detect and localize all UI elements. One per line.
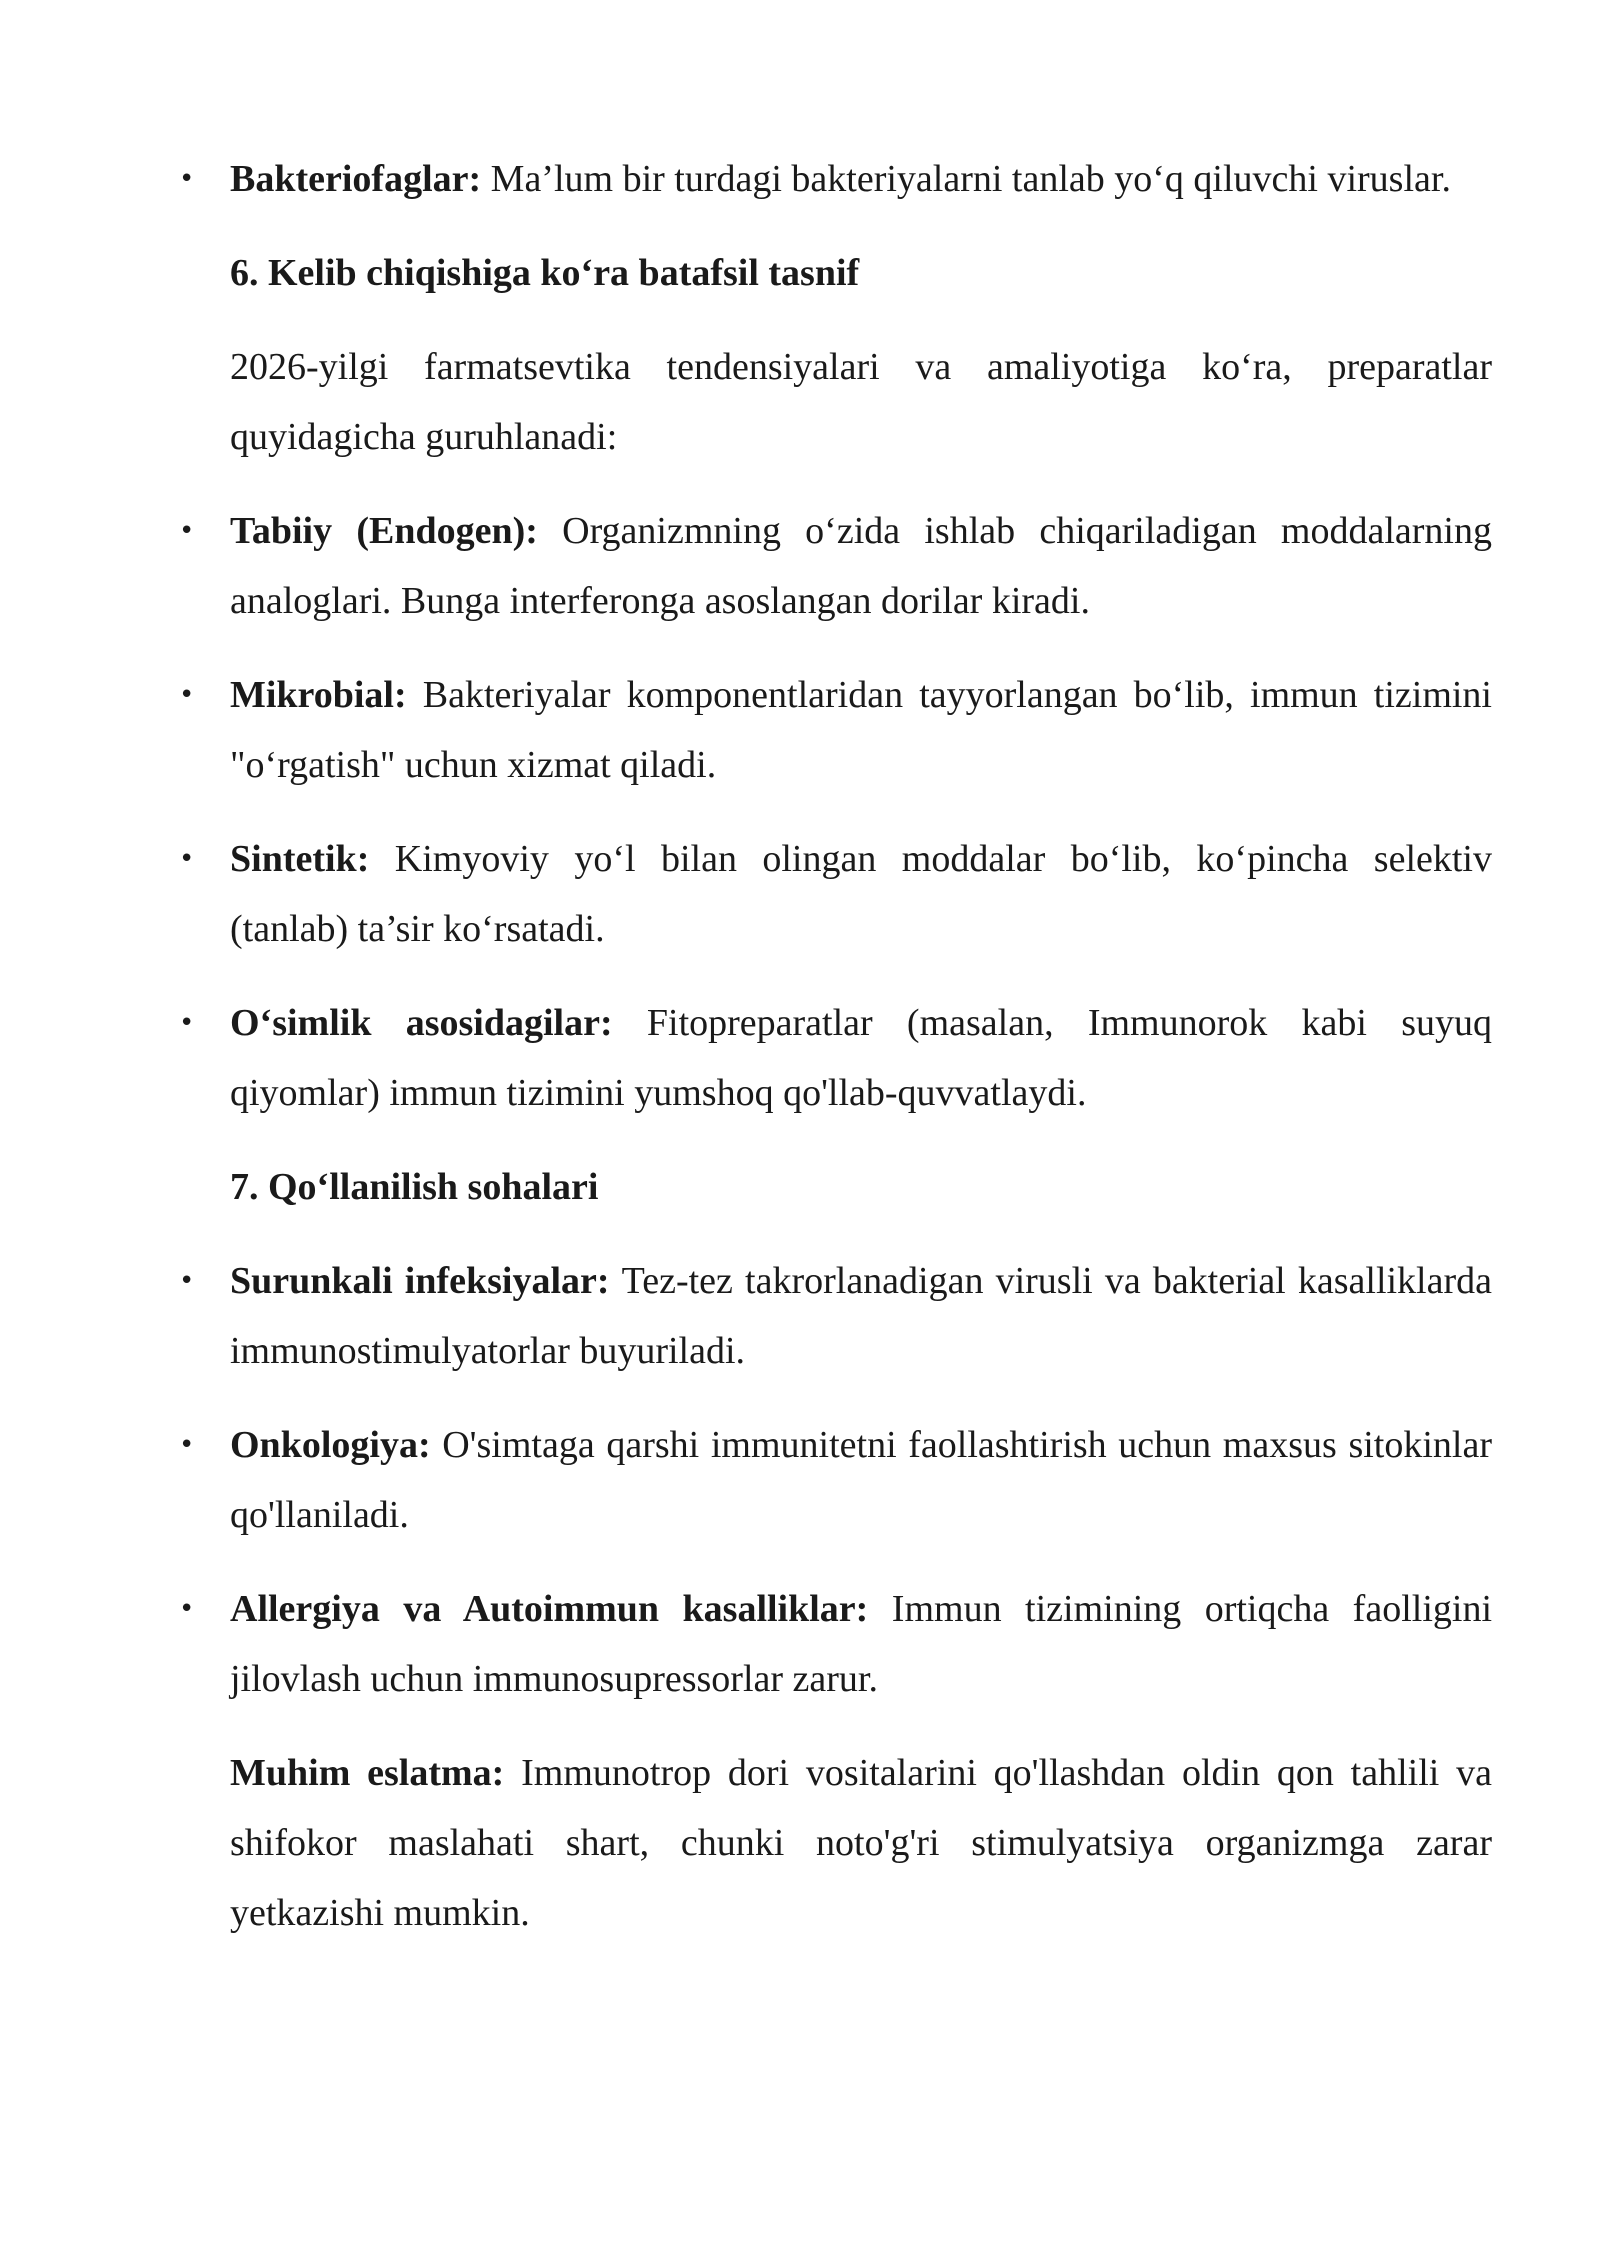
note-text: Immunotrop dori vositalarini qo'llashdan oldin qon tahlili va shifokor maslahati shart, chunki noto'g'ri stimulyatsiya organizmga zarar yetkazishi mumkin. — [230, 1752, 1492, 1934]
list-item-sintetik — [179, 824, 1492, 964]
bullet-icon: • — [179, 1430, 195, 1460]
bullet-icon: • — [179, 164, 195, 194]
bullet-icon: • — [179, 844, 195, 874]
list-item-surunkali — [179, 1246, 1493, 1386]
list-item-term: Onkologiya: — [230, 1424, 443, 1466]
list-item-bakteriofaglar — [179, 144, 1492, 214]
list-item-tabiiy — [179, 496, 1492, 636]
section-7-heading: 7. Qo‘llanilish sohalari — [230, 1166, 599, 1208]
list-item-onkologiya — [179, 1410, 1492, 1550]
section-6-intro: 2026-yilgi farmatsevtika tendensiyalari va amaliyotiga ko‘ra, preparatlar quyidagicha guruhlanadi: — [230, 346, 1492, 458]
note-label: Muhim eslatma: — [230, 1752, 522, 1794]
list-item-text: Immun tizimining ortiqcha faolligini jilovlash uchun immunosupressorlar zarur. — [230, 1588, 1492, 1700]
list-item-term: Bakteriofaglar: — [230, 158, 491, 200]
list-item-text: Tez-tez takrorlanadigan virusli va bakterial kasalliklarda immunostimulyatorlar buyuriladi. — [230, 1260, 1493, 1372]
list-item-text: Organizmning o‘zida ishlab chiqariladigan moddalarning analoglari. Bunga interferonga asoslangan dorilar kiradi. — [230, 510, 1492, 622]
list-item-term: Allergiya va Autoimmun kasalliklar: — [230, 1588, 892, 1630]
bullet-icon: • — [179, 1594, 195, 1624]
list-item-osimlik — [179, 988, 1492, 1128]
list-item-term: Sintetik: — [230, 838, 395, 880]
bullet-icon: • — [179, 1008, 195, 1038]
list-item-term: Tabiiy (Endogen): — [230, 510, 563, 552]
list-item-text: Kimyoviy yo‘l bilan olingan moddalar bo‘lib, ko‘pincha selektiv (tanlab) ta’sir ko‘rsatadi. — [230, 838, 1492, 950]
list-item-text: Bakteriyalar komponentlaridan tayyorlangan bo‘lib, immun tizimini "o‘rgatish" uchun xizmat qiladi. — [230, 674, 1492, 786]
list-item-text: O'simtaga qarshi immunitetni faollashtirish uchun maxsus sitokinlar qo'llaniladi. — [230, 1424, 1492, 1536]
list-item-term: Surunkali infeksiyalar: — [230, 1260, 622, 1302]
bullet-icon: • — [179, 680, 195, 710]
list-item-term: Mikrobial: — [230, 674, 423, 716]
bullet-icon: • — [179, 516, 195, 546]
bullet-icon: • — [179, 1266, 195, 1296]
list-item-term: O‘simlik asosidagilar: — [230, 1002, 647, 1044]
document-body — [179, 144, 1493, 1972]
important-note — [230, 1738, 1492, 1948]
list-item-text: Ma’lum bir turdagi bakteriyalarni tanlab yo‘q qiluvchi viruslar. — [490, 158, 1451, 200]
list-item-allergiya — [179, 1574, 1492, 1714]
list-item-mikrobial — [179, 660, 1492, 800]
list-item-text: Fitopreparatlar (masalan, Immunorok kabi suyuq qiyomlar) immun tizimini yumshoq qo'llab-quvvatlaydi. — [230, 1002, 1492, 1114]
section-6-heading: 6. Kelib chiqishiga ko‘ra batafsil tasnif — [230, 252, 860, 294]
